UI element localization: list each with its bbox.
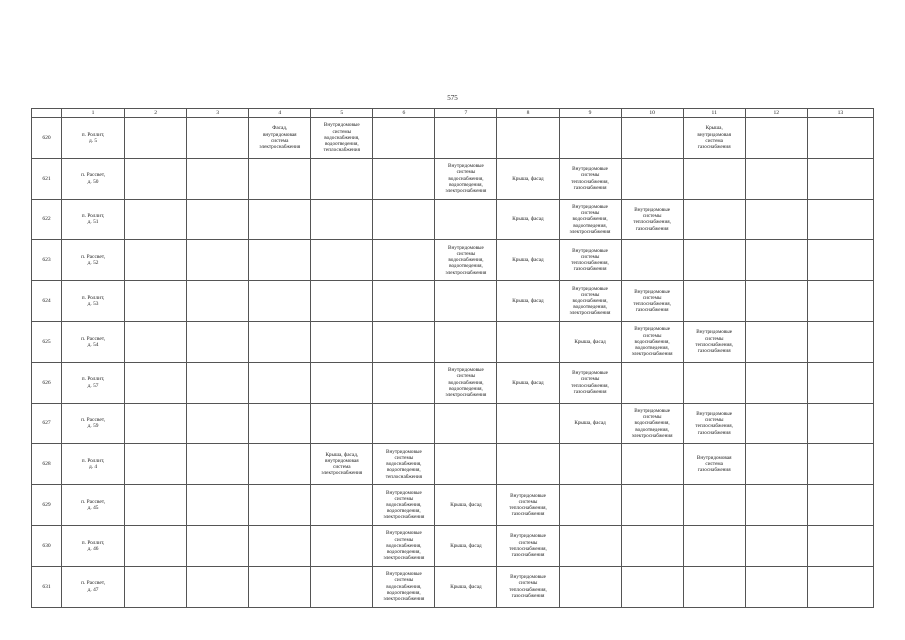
work-cell: Крыша, фасад: [435, 485, 497, 526]
work-cell: [125, 444, 187, 485]
repair-schedule-table: [31, 108, 874, 608]
table-row: [32, 199, 874, 240]
row-number: 627: [32, 403, 62, 444]
work-cell: [497, 118, 559, 159]
work-cell: [249, 240, 311, 281]
table-row: [32, 485, 874, 526]
work-cell: [435, 321, 497, 362]
work-cell: [683, 281, 745, 322]
work-cell: [373, 403, 435, 444]
work-cell: [559, 525, 621, 566]
work-cell: Внутридомовые системы водоснабжения, водоотведения, электроснабжения: [435, 362, 497, 403]
work-cell: [621, 118, 683, 159]
header-cell: 13: [807, 109, 873, 118]
work-cell: [621, 444, 683, 485]
work-cell: [497, 403, 559, 444]
work-cell: Внутридомовые системы водоснабжения, водоотведения, электроснабжения: [435, 240, 497, 281]
work-cell: [249, 566, 311, 607]
work-cell: Внутридомовые системы теплоснабжения, газоснабжения: [683, 321, 745, 362]
table-row: [32, 403, 874, 444]
work-cell: Внутридомовые системы теплоснабжения, газоснабжения: [497, 485, 559, 526]
work-cell: [311, 199, 373, 240]
header-cell: 2: [125, 109, 187, 118]
header-cell: 4: [249, 109, 311, 118]
table-row: [32, 362, 874, 403]
work-cell: Крыша, фасад: [497, 240, 559, 281]
work-cell: [125, 525, 187, 566]
work-cell: [683, 158, 745, 199]
work-cell: Внутридомовые системы водоснабжения, водоотведения, электроснабжения: [373, 485, 435, 526]
work-cell: [807, 118, 873, 159]
row-number: 621: [32, 158, 62, 199]
work-cell: [435, 403, 497, 444]
row-number: 631: [32, 566, 62, 607]
work-cell: [807, 240, 873, 281]
header-cell-blank: [32, 109, 62, 118]
work-cell: [807, 403, 873, 444]
work-cell: Крыша, фасад: [497, 199, 559, 240]
header-cell: 7: [435, 109, 497, 118]
work-cell: Крыша, фасад: [435, 566, 497, 607]
work-cell: [559, 118, 621, 159]
work-cell: [745, 158, 807, 199]
work-cell: [125, 199, 187, 240]
work-cell: Крыша, фасад, внутридомовая система электроснабжения: [311, 444, 373, 485]
work-cell: [621, 158, 683, 199]
header-cell: 12: [745, 109, 807, 118]
address-cell: п. Рассвет, д. 47: [62, 566, 125, 607]
work-cell: [187, 321, 249, 362]
header-cell: 6: [373, 109, 435, 118]
row-number: 625: [32, 321, 62, 362]
header-cell: 5: [311, 109, 373, 118]
work-cell: [249, 403, 311, 444]
work-cell: [745, 525, 807, 566]
work-cell: [621, 566, 683, 607]
address-cell: п. Роллит, д. 46: [62, 525, 125, 566]
work-cell: [187, 199, 249, 240]
work-cell: Крыша, фасад: [435, 525, 497, 566]
work-cell: [249, 362, 311, 403]
work-cell: [745, 444, 807, 485]
work-cell: [187, 525, 249, 566]
work-cell: [187, 118, 249, 159]
row-number: 624: [32, 281, 62, 322]
header-cell: 10: [621, 109, 683, 118]
work-cell: [187, 403, 249, 444]
work-cell: [807, 444, 873, 485]
work-cell: Внутридомовая система газоснабжения: [683, 444, 745, 485]
work-cell: [125, 485, 187, 526]
work-cell: [745, 321, 807, 362]
work-cell: [807, 362, 873, 403]
address-cell: п. Рассвет, д. 50: [62, 158, 125, 199]
work-cell: [311, 321, 373, 362]
work-cell: [807, 485, 873, 526]
table-row: [32, 566, 874, 607]
work-cell: [249, 321, 311, 362]
work-cell: [125, 321, 187, 362]
address-cell: п. Рассвет, д. 54: [62, 321, 125, 362]
work-cell: Фасад, внутридомовая система электроснабжения: [249, 118, 311, 159]
table-row: [32, 525, 874, 566]
address-cell: п. Роллит, д. 4: [62, 444, 125, 485]
work-cell: [249, 525, 311, 566]
work-cell: Внутридомовые системы теплоснабжения, газоснабжения: [621, 281, 683, 322]
work-cell: Крыша, фасад: [497, 362, 559, 403]
work-cell: Внутридомовые системы водоснабжения, водоотведения, электроснабжения: [559, 199, 621, 240]
work-cell: [373, 321, 435, 362]
work-cell: Внутридомовые системы водоснабжения, водоотведения, электроснабжения: [373, 566, 435, 607]
work-cell: [807, 321, 873, 362]
work-cell: [187, 566, 249, 607]
work-cell: [311, 403, 373, 444]
work-cell: Внутридомовые системы теплоснабжения, газоснабжения: [683, 403, 745, 444]
work-cell: [621, 525, 683, 566]
work-cell: Внутридомовые системы теплоснабжения, газоснабжения: [559, 158, 621, 199]
header-row: [32, 109, 874, 118]
work-cell: Внутридомовые системы теплоснабжения, газоснабжения: [497, 525, 559, 566]
address-cell: п. Рассвет, д. 52: [62, 240, 125, 281]
work-cell: Крыша, внутридомовая система газоснабжения: [683, 118, 745, 159]
work-cell: [187, 362, 249, 403]
work-cell: [249, 199, 311, 240]
table-row: [32, 158, 874, 199]
row-number: 628: [32, 444, 62, 485]
work-cell: Крыша, фасад: [497, 281, 559, 322]
work-cell: [807, 281, 873, 322]
work-cell: [683, 240, 745, 281]
work-cell: [373, 199, 435, 240]
work-cell: [745, 566, 807, 607]
work-cell: Внутридомовые системы водоснабжения, водоотведения, электроснабжения: [621, 403, 683, 444]
header-cell: 11: [683, 109, 745, 118]
work-cell: [125, 118, 187, 159]
work-cell: [435, 444, 497, 485]
header-cell: 9: [559, 109, 621, 118]
work-cell: [807, 566, 873, 607]
row-number: 620: [32, 118, 62, 159]
work-cell: [807, 199, 873, 240]
work-cell: [683, 485, 745, 526]
work-cell: Крыша, фасад: [559, 403, 621, 444]
work-cell: [559, 485, 621, 526]
work-cell: [435, 199, 497, 240]
work-cell: [373, 118, 435, 159]
header-cell: 3: [187, 109, 249, 118]
work-cell: [373, 281, 435, 322]
work-cell: [311, 158, 373, 199]
work-cell: [125, 158, 187, 199]
work-cell: [745, 281, 807, 322]
work-cell: [745, 118, 807, 159]
work-cell: [311, 525, 373, 566]
work-cell: [125, 281, 187, 322]
work-cell: [373, 240, 435, 281]
address-cell: п. Роллит, д. 51: [62, 199, 125, 240]
row-number: 630: [32, 525, 62, 566]
work-cell: [311, 566, 373, 607]
work-cell: [187, 158, 249, 199]
row-number: 622: [32, 199, 62, 240]
work-cell: [621, 362, 683, 403]
address-cell: п. Рассвет, д. 59: [62, 403, 125, 444]
work-cell: Внутридомовые системы теплоснабжения, газоснабжения: [559, 240, 621, 281]
table-row: [32, 240, 874, 281]
work-cell: [249, 158, 311, 199]
work-cell: [435, 281, 497, 322]
work-cell: [435, 118, 497, 159]
work-cell: [745, 362, 807, 403]
work-cell: [621, 485, 683, 526]
address-cell: п. Рассвет, д. 45: [62, 485, 125, 526]
work-cell: [249, 485, 311, 526]
work-cell: Внутридомовые системы теплоснабжения, газоснабжения: [559, 362, 621, 403]
header-cell: 1: [62, 109, 125, 118]
work-cell: [125, 240, 187, 281]
address-cell: п. Роллит, д. 57: [62, 362, 125, 403]
work-cell: Крыша, фасад: [559, 321, 621, 362]
work-cell: Крыша, фасад: [497, 158, 559, 199]
row-number: 629: [32, 485, 62, 526]
page-number: 575: [447, 94, 458, 102]
work-cell: Внутридомовые системы водоснабжения, водоотведения, электроснабжения: [435, 158, 497, 199]
work-cell: [807, 525, 873, 566]
table-row: [32, 118, 874, 159]
address-cell: п. Роллит, д. 53: [62, 281, 125, 322]
address-cell: п. Роллит, д. 5: [62, 118, 125, 159]
work-cell: [683, 199, 745, 240]
work-cell: Внутридомовые системы водоснабжения, водоотведения, теплоснабжения: [311, 118, 373, 159]
work-cell: [249, 444, 311, 485]
work-cell: Внутридомовые системы теплоснабжения, газоснабжения: [497, 566, 559, 607]
table-row: [32, 444, 874, 485]
work-cell: [683, 362, 745, 403]
work-cell: [373, 362, 435, 403]
work-cell: [745, 240, 807, 281]
work-cell: [373, 158, 435, 199]
table-row: [32, 321, 874, 362]
table-row: [32, 281, 874, 322]
work-cell: [683, 566, 745, 607]
work-cell: Внутридомовые системы водоснабжения, водоотведения, теплоснабжения: [373, 444, 435, 485]
work-cell: [497, 444, 559, 485]
work-cell: [807, 158, 873, 199]
work-cell: [125, 362, 187, 403]
work-cell: [311, 281, 373, 322]
work-cell: [125, 403, 187, 444]
row-number: 626: [32, 362, 62, 403]
work-cell: [311, 362, 373, 403]
work-cell: [187, 485, 249, 526]
work-cell: Внутридомовые системы водоснабжения, водоотведения, электроснабжения: [621, 321, 683, 362]
work-cell: [187, 444, 249, 485]
work-cell: [745, 485, 807, 526]
work-cell: [497, 321, 559, 362]
work-cell: [559, 444, 621, 485]
work-cell: [125, 566, 187, 607]
work-cell: [249, 281, 311, 322]
work-cell: [187, 240, 249, 281]
work-cell: [311, 240, 373, 281]
header-cell: 8: [497, 109, 559, 118]
work-cell: [311, 485, 373, 526]
work-cell: Внутридомовые системы теплоснабжения, газоснабжения: [621, 199, 683, 240]
work-cell: Внутридомовые системы водоснабжения, водоотведения, электроснабжения: [559, 281, 621, 322]
work-cell: [559, 566, 621, 607]
work-cell: [187, 281, 249, 322]
work-cell: [683, 525, 745, 566]
work-cell: [621, 240, 683, 281]
row-number: 623: [32, 240, 62, 281]
work-cell: Внутридомовые системы водоснабжения, водоотведения, электроснабжения: [373, 525, 435, 566]
work-cell: [745, 199, 807, 240]
work-cell: [745, 403, 807, 444]
table-body: [32, 118, 874, 608]
